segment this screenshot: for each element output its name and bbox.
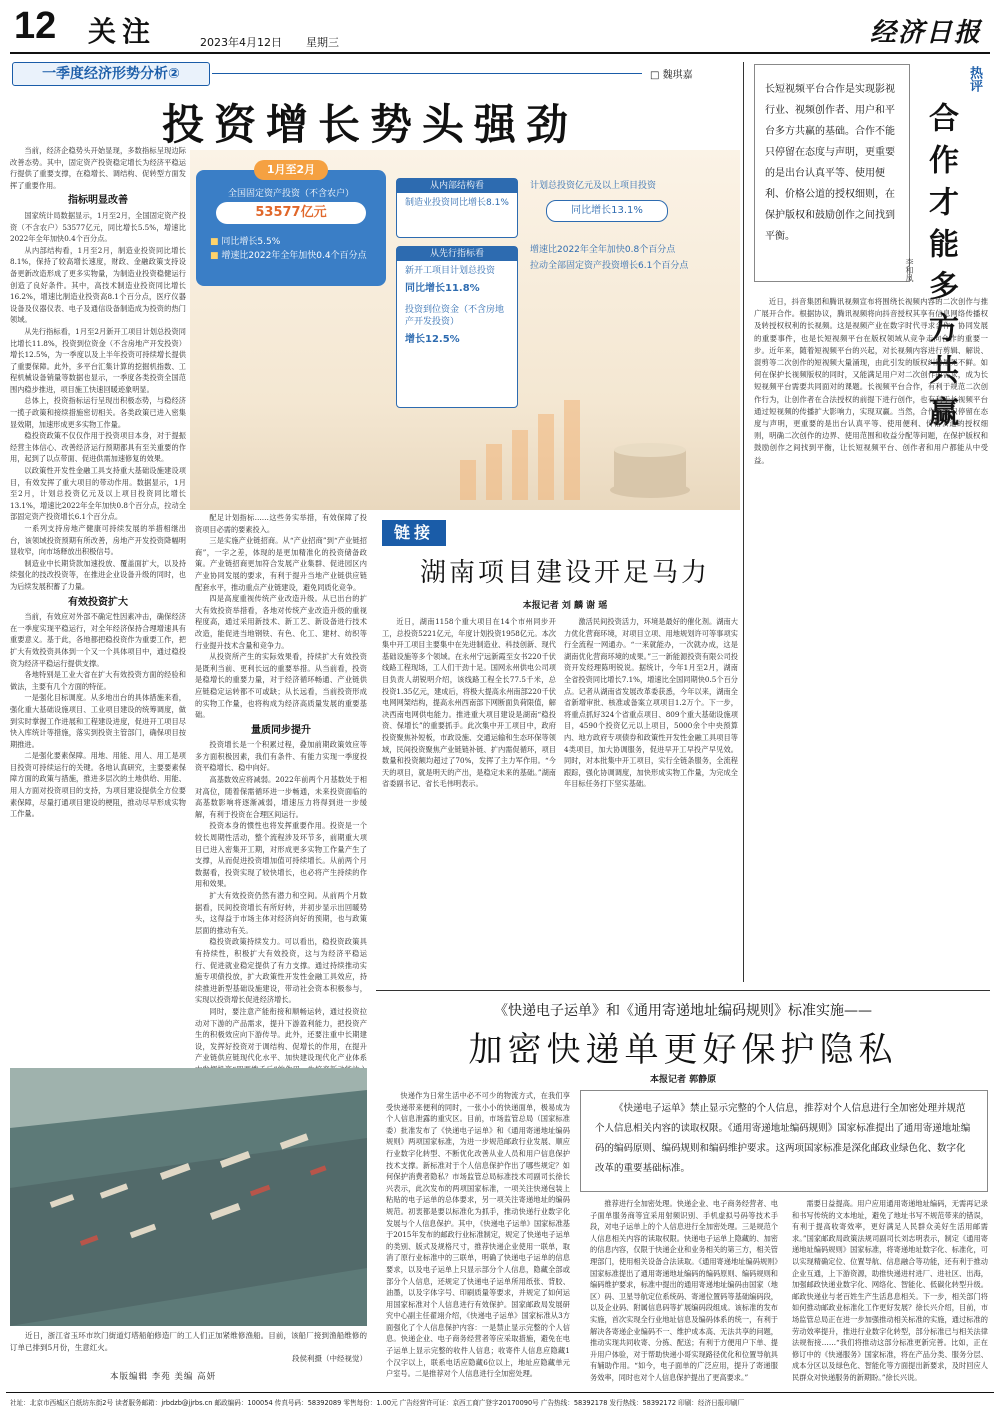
issue-weekday: 星期三	[306, 36, 339, 49]
footer-rule	[6, 1392, 994, 1393]
paragraph: 三是实施产业链招商。从“产业招商”到“产业链招商”，一字之差，体现的是更加精准化的投资储备政策。产业链招商更加符合发展产业集群、促进园区内产业协同发展的要求，有利于提升当地产业链供应链配套水平，推动重点产业链建设，避免同质化竞争。	[195, 536, 367, 592]
arrow-up-icon: ■	[210, 237, 219, 247]
paragraph: 从先行指标看，1月至2月新开工项目计划总投资同比增长11.8%，投资到位资金（不含房地产开发投资）增长12.5%，为一季度以及上半年投资可持续增长提供了重要保障。此外，多平台汇集计算的挖掘机指数、工程机械设备销量等数据也显示，一季度各类投资全国范围内稳步推进，项目施工快速回暖迹象明显。	[10, 326, 186, 394]
plan-title: 计划总投资亿元及以上项目投资	[530, 181, 657, 191]
link-tag	[382, 520, 446, 546]
commentary-body-text: 近日，抖音集团和腾讯视频宣布将围绕长视频内容的二次创作与推广展开合作。根据协议，腾讯视频将向抖音授权其享有信息网络传播权及转授权权利的长视频。这是视频产业在数字时代寻求合作、协同发展的重要事件，也是长短视频平台在版权领域从竞争走向合作的重要一步。近年来，随着短视频平台的兴起，对长视频内容进行剪辑、解说、混剪等二次创作的短视频大量涌现，由此引发的版权纠纷屡见不鲜。如何在保护长视频版权的同时，又能满足用户对二次创作的需求，成为长短视频平台需要共同面对的课题。长视频平台合作，有利于规范二次创作行为，让创作者在合法授权的前提下进行创作，也有利于长视频平台通过短视频的传播扩大影响力，实现双赢。当然，合作不能只停留在态度与声明，更重要的是出台认真平等、使用便利、价格公道的授权细则，明确二次创作的边界、使用范围和收益分配等问题，在保护版权和鼓励创作之间找到平衡，让长短视频平台、创作者和用户都能从中受益。	[754, 297, 988, 465]
masthead-rule	[10, 52, 990, 54]
express-summary-box	[580, 1090, 988, 1192]
express-col2-text: 推荐进行全加密处理。快递企业、电子商务经营者、电子面单服务商等宜采用射频识别、手机虚拟号码等技术手段，对电子运单上的个人信息进行全加密处理。三是规范个人信息相关内容的读取权限。快递电子运单上隐藏的、加密的信息内容，仅限于快递企业和业务相关的第三方，相关管理部门，使用相关设备合法读取。《通用寄递地址编码规则》国家标准提出了通用寄递地址编码的编码原则、编码规则和编码维护要求，标准中提出的通用寄递地址编码由国家（地区）码、卫星导航定位系统码、寄递位置码等基础编码段，以及企业码、附属信息码等扩展编码段组成。该标准的发布实施，首次实现全行业地址信息及编码体系的统一，有利于解决各寄递企业编码不一、维护成本高、无法共享的问题，推动实现共同收寄、分拣、配送；有利于方便用户下单、提升用户体验，对于帮助快递小哥实现路径优化和位置导航具有辅助作用。“如今，电子面单的广泛应用，提升了寄递服务效率，同时也对个人信息保护提出了更高要求。”	[590, 1199, 778, 1382]
box1-title: 1月至2月	[254, 160, 328, 180]
paragraph: 以政策性开发性金融工具支持重大基础设施建设项目，有效发挥了重大项目的带动作用。数据显示，1月至2月，计划总投资亿元及以上项目投资同比增长13.1%，增速比2022年全年加快0.8个百分点，拉动全部固定资产投资增长6.1个百分点。	[10, 466, 186, 522]
article-col2	[195, 512, 367, 1063]
paragraph: 国家统计局数据显示，1月至2月，全国固定资产投资（不含农户）53577亿元，同比增长5.5%，增速比2022年全年加快0.4个百分点。	[10, 210, 186, 244]
plan-item3: 拉动全部固定资产投资增长6.1个百分点	[530, 261, 689, 271]
headline-main: 投资增长势头强劲	[161, 100, 578, 149]
structure-item: 制造业投资同比增长8.1%	[405, 198, 509, 208]
express-col1-text: 快递作为日常生活中必不可少的物流方式，在我们享受快递带来便利的同时，一张小小的快递面单，极易成为个人信息泄露的重灾区。目前，市场监管总局（国家标准委）批准发布了《快递电子运单》和《通用寄递地址编码规则》两项国家标准，为进一步规范邮政行业发展、顺应行业数字化转型、不断优化改善从业人员和用户信息保护技术支撑。新标准对于个人信息保护作出了哪些规定？如何保护消费者隐私？市场监管总局标准技术司副司长徐长兴表示，此次发布的两项国家标准，一项关注快递包装上粘贴的电子运单的总体要求，另一项关注寄递地址的编码规范。初衷都是要以标准化为抓手，推动快递行业数字化发展与个人信息保护。其中，《快递电子运单》国家标准基于2015年发布的邮政行业标准制定，规定了快递电子运单的类别、版式及规格尺寸，推荐快递企业使用一联单，取消了原行业标准中的三联单，明确了快递电子运单的信息要求，以及电子运单上只显示部分个人信息，隐藏全部或部分个人信息，还规定了快递电子运单所用纸张、背胶、油墨，以及字体字号、印刷质量等要求，并规定了如何运用国家标准对个人信息进行有效保护。国家邮政局发展研究中心副主任翟翊介绍，《快递电子运单》国家标准从3方面强化了个人信息保护内容：一是禁止显示完整的个人信息。快递企业、电子商务经营者等应采取措施，避免在电子运单上显示完整的收件人信息；收寄件人信息应隐藏1个汉字以上，联系电话应隐藏6位以上，地址应隐藏单元户室号。二是推荐对个人信息进行全加密处理。	[386, 1091, 570, 1379]
link-col2	[564, 616, 738, 948]
commentary-body	[754, 296, 988, 976]
plan-item1: 同比增长13.1%	[546, 200, 668, 222]
article-col1	[10, 145, 186, 1060]
series-rule	[212, 73, 642, 74]
infographic	[190, 150, 740, 510]
express-col2	[590, 1198, 778, 1386]
paragraph: 四是高度重视传统产业改造升级。从已出台的扩大有效投资举措看，各地对传统产业改造升级的重视程度高，通过采用新技术、新工艺、新设备进行技术改造，能促进当地钢铁、有色、化工、建材、纺织等行业提升技术含量和竞争力。	[195, 594, 367, 650]
box1-item2	[210, 250, 380, 262]
paragraph: 投资增长是一个积累过程，叠加前期政策效应等多方面积极因素，我们有条件、有能力实现一季度投资平稳增长、稳中向好。	[195, 740, 367, 773]
series-label	[12, 62, 210, 86]
commentary-author-text: 李和凤	[905, 258, 914, 282]
page-number: 12	[14, 5, 57, 47]
box1-item2-text: 增速比2022年全年加快0.4个百分点	[221, 251, 367, 261]
link-col1-text: 近日，湖南1158个重大项目在14个市州同步开工，总投资5221亿元，年度计划投资1958亿元。本次集中开工项目主要集中在先进制造业、科技创新、现代基础设施等多个领域。在永州宁远新霞至女书220千伏线路工程现场，工人们干劲十足。国网永州供电公司项目负责人胡锐明介绍，该线路工程全长77.5千米，总投资1.35亿元，建成后，将极大提高永州南部220千伏电网网架结构，提高永州西南部下网断面负荷限值，解决西南电网供电能力。推进重大项目建设是湖南“稳投资、保增长”的重要抓手。此次集中开工项目中，政府投资聚焦补短板，市政设施、交通运输和生态环保等领域，民间投资聚焦产业链链补链、扩内需促循环，项目数量和投资额均超过了70%，发挥了主力军作用。“今天的项目，就是明天的产出，是稳定未来的基础。”湖南省委副书记、省长毛伟明表示。	[382, 617, 556, 789]
commentary-tag	[966, 66, 992, 92]
paragraph: 一系列支持房地产健康可持续发展的举措相继出台，该领域投资预期有所改善，房地产开发投资降幅明显收窄，向市场释放出积极信号。	[10, 524, 186, 557]
box1-value: 53577亿元	[216, 202, 366, 224]
commentary-summary-box	[754, 64, 910, 282]
link-col1	[382, 616, 556, 948]
paragraph: 总体上，投资指标运行呈现出积极态势，与稳经济一揽子政策和接续措施密切相关。各类政策已进入密集显效期，加速形成更多实物工作量。	[10, 396, 186, 429]
commentary-tag-text: 热评	[967, 66, 982, 92]
paragraph: 投资本身的惯性也将发挥重要作用。投资是一个较长周期性活动，整个流程涉及环节多，前期重大项目已进入密集开工期，对形成更多实物工作量产生了支撑，从而促进投资增加值可持续增长。从前两个月数据看，投资实现了较快增长，也必将产生持续的作用和效果。	[195, 821, 367, 889]
paragraph: 同时，要注意产能衔接和顺畅运转，通过投资拉动对下游的产品需求，提升下游盈利能力，把投资产生的积极效应向下游传导。此外，还要注重中长期建设，发挥好投资对于调结构、促增长的作用，在提升产业链供应链现代化水平、加快建设现代化产业体系	[195, 1006, 367, 1063]
commentary-summary: 长短视频平台合作是实现影视行业、视频创作者、用户和平台多方共赢的基础。合作不能只停留在态度与声明，更重要的是出台认真平等、使用便利、价格公道的授权细则，在保护版权和鼓励创作之间找到平衡。	[765, 84, 895, 242]
lead-item2-value: 增长12.5%	[405, 334, 460, 345]
photo-credit: 段侯利摄（中经视觉）	[292, 1354, 367, 1364]
commentary-title-text: 合作才能多方共赢	[923, 102, 958, 438]
link-tag-text: 链接	[393, 523, 434, 542]
paragraph: 配足计划指标……这些务实举措，有效保障了投资项目必需的要素投入。	[195, 513, 367, 534]
link-col2-text: 激活民间投资活力，环境是最好的催化剂。湖南大力优化营商环境，对项目立项、用地规划许可等事项实行全流程一网通办。“一来就能办，一次就办成，这是湖南优化营商环境的成果。”三一新能源投资有限公司投资开发经理陈明锐说。据统计，今年1月至2月，湖南全省投资同比增长7.1%，增速比全国同期快0.5个百分点。记者从湖南省发展改革委获悉，今年以来，湖南全省新增审批、核准或备案立项项目1.2万个。下一步，将重点抓好324个省重点项目、809个重大基础设施项目，4590个投资亿元以上项目，5000余个中央预算内、地方政府专项债券和政策性开发性金融工具项目等4类项目，加大协调服务，促进早开工早投产早见效。同时，对本批集中开工项目，实行全链条服务，全流程跟踪，强化协调调度，加快形成实物工作量，为完成全年目标任务打下坚实基础。	[564, 617, 738, 789]
paragraph: 高基数效应将减弱。2022年前两个月基数处于相对高位，随着保需循环进一步畅通，未来投资面临的高基数影响将逐渐减弱，增速压力将得到进一步缓解，有利于投资在合理区间运行。	[195, 775, 367, 819]
lead-title: 从先行指标看	[397, 247, 517, 261]
subheading-indicators: 指标明显改善	[68, 195, 128, 207]
paper-logo: 经济日报	[869, 18, 982, 48]
shipyard-photo	[10, 1068, 367, 1326]
link-byline: 本报记者 刘 麟 谢 瑶	[522, 601, 608, 611]
paragraph: 从内部结构看，1月至2月，制造业投资同比增长8.1%，保持了较高增长速度，财政、金融政策支持设备更新改造形成了更多实物量，为制造业投资稳健运行创造了良好条件。其中，高技术制造业投资同比增长16.2%，增速比制造业投资高8.1个百分点，医疗仪器设备及仪器仪表、电子及通信设备制造成为投资的热门领域。	[10, 245, 186, 325]
series-label-text: 一季度经济形势分析②	[42, 66, 180, 82]
lead-item1-label: 新开工项目计划总投资	[405, 266, 496, 276]
lead-item1-value: 同比增长11.8%	[405, 283, 480, 294]
intro-paragraph: 当前，经济企稳势头开始显现，多数指标呈现边际改善态势。其中，固定资产投资稳定增长为经济平稳运行提供了重要支撑，在稳增长、调结构、促转型方面发挥了重要作用。	[10, 146, 186, 190]
subheading-quality: 量质同步提升	[251, 724, 311, 736]
express-col3	[792, 1198, 988, 1386]
photo-caption	[10, 1330, 367, 1365]
paragraph: 当前，有效应对外部不确定性因素冲击，确保经济在一季度实现平稳运行，对全年经济保持合理增速具有重要意义。基于此，各地都把稳投资作为重要工作，把扩大有效投资具体到一个又一个具体项目中，通过稳投资为经济平稳运行提供支撑。	[10, 612, 186, 668]
issue-date: 2023年4月12日	[200, 36, 282, 49]
express-top-rule	[376, 990, 990, 991]
box1-item1-text: 同比增长5.5%	[221, 237, 281, 247]
footer-text: 社址：北京市西城区白纸坊东街2号 读者服务邮箱：jrbdzb@jjrbs.cn 邮政编码：100054 传真号码：58392089 零售每份：1.00元 广告经营许可证：京西工商广登字20170090号 广告热线：58392178 发行热线：58392172 印刷：经济日报印刷厂	[10, 1399, 745, 1407]
express-col1	[386, 1090, 570, 1386]
plan-item2: 增速比2022年全年加快0.8个百分点	[530, 245, 676, 255]
paragraph: 一是强化目标调度。从多地出台的具体措施来看，强化重大基础设施项目、工业项目建设的统筹调度，做到实时掌握工作进展和工程建设进度，促进开工项目尽快入库统计等措施，落实到投资主管部门，确保项目按期推进。	[10, 693, 186, 749]
paragraph: 二是强化要素保障。用地、用能、用人、用工是项目投资可持续运行的关键。各地认真研究，主要要素保障方面的政策与措施，推进多层次的土地供给、用能、用人方面对投资项目的支持，为项目建设提供全方位要素保障，尽量打通项目建设的梗阻，推动尽早形成实物工作量。	[10, 751, 186, 819]
express-headline: 加密快递单更好保护隐私	[468, 1030, 898, 1070]
editor-credit: 本版编辑 李苑 美编 高妍	[110, 1372, 217, 1382]
masthead	[0, 0, 1000, 56]
lead-block	[396, 246, 518, 408]
lead-item2-label: 投资到位资金（不含房地产开发投资）	[405, 305, 505, 327]
link-headline: 湖南项目建设开足马力	[419, 558, 710, 588]
photo-caption-text: 近日，浙江省玉环市坎门街道灯塔船舶修造厂的工人们正加紧维修渔船。目前，该船厂接到渔船维修的订单已排到5月份，生意红火。	[10, 1331, 367, 1352]
box1	[196, 163, 386, 286]
commentary-author	[904, 258, 918, 282]
section-name: 关注	[88, 15, 157, 48]
express-col3-text: 需要日益提高。用户应用通用寄递地址编码，无需再记录和书写传统的文本地址，避免了地址书写不规范带来的错误，有利于提高收寄效率，更好满足人民群众美好生活用邮需求。”国家邮政局政策法规司副司长刘志明表示，制定《通用寄递地址编码规则》国家标准，将寄递地址数字化、标准化，可以实现精确定位、位置导航、信息融合等功能，还有利于推动企业互通，上下游资源，助推快递进村进厂、进社区、出海，加强邮政快递业数字化、网络化、智能化、低碳化转型升级。邮政快递业与老百姓生产生活息息相关。下一步，相关部门将如何推动邮政业标准化工作更好发展？徐长兴介绍，目前，市场监管总局正在进一步加强推动相关标准的实施，通过标准的劳动效率提升，推进行业数字化转型，部分标准已与相关法律法规衔接……“我们将推动这部分标准更新完善。比如，正在修订中的《快递服务》国家标准，将在产品分类、服务分层、成本分区以及绿色化、智能化等方面提出新要求，及时回应人民群众对快递服务的新期盼。”徐长兴说。	[792, 1199, 988, 1382]
box1-subtitle: 全国固定资产投资（不含农户）	[227, 189, 354, 199]
structure-block	[396, 178, 518, 238]
paragraph: 扩大有效投资仍然有潜力和空间。从前两个月数据看，民间投资增长有所好转，并初步显示出回暖势头，这得益于市场主体对经济向好的预期，也与政策层面的推动有关。	[195, 891, 367, 935]
express-byline: 本报记者 郭静原	[650, 1075, 717, 1085]
paragraph: 从投资所产生的实际效果看，持续扩大有效投资是既利当前、更利长远的重要举措。从当前看，投资是稳增长的重要力量，对于经济循环畅通、产业链供应链稳定运转都不可或缺；从长远看，当前投资形成的实物工作量，也将构成为经济高质量发展的重要基础。	[195, 652, 367, 720]
paragraph: 稳投资政策持续发力。可以看出，稳投资政策具有持续性，积极扩大有效投资，这与为经济平稳运行、促进就业稳定提供了有力支撑。通过持续推动实施专项债投放，扩大政策性开发性金融工具效应，持续推进新型基础设施建设，带动社会资本积极参与，实现以投资增长促进经济增长。	[195, 937, 367, 1005]
structure-title: 从内部结构看	[397, 179, 517, 193]
subheading-effective-investment: 有效投资扩大	[68, 596, 128, 608]
commentary-divider	[743, 62, 744, 982]
byline-top: □ 魏琪嘉	[650, 70, 693, 81]
paragraph: 制造业中长期贷款加速投放、覆盖面扩大，以及持续强化的技改投资等，在推进企业设备升级的同时，也为后续发展积蓄了力量。	[10, 558, 186, 591]
arrow-up-icon: ■	[210, 251, 219, 261]
paragraph: 各地特别是工业大省在扩大有效投资方面的经验和做法，主要有几个方面的特征。	[10, 670, 186, 691]
express-kicker: 《快递电子运单》和《通用寄递地址编码规则》标准实施——	[494, 1003, 872, 1019]
box1-item1	[210, 234, 280, 247]
paragraph: 稳投资政策不仅仅作用于投资项目本身，对于提振经营主体信心、改善经济运行预期都具有至关重要的作用，起到了以点带面、促进供需加速修复的效果。	[10, 431, 186, 464]
express-summary: 《快递电子运单》禁止显示完整的个人信息，推荐对个人信息进行全加密处理并规范个人信息相关内容的读取权限。《通用寄递地址编码规则》国家标准提出了通用寄递地址编码的编码原则、编码规则和编码维护要求。这两项国家标准是深化邮政业绿色化、数字化改革的重要基础标准。	[595, 1103, 971, 1174]
